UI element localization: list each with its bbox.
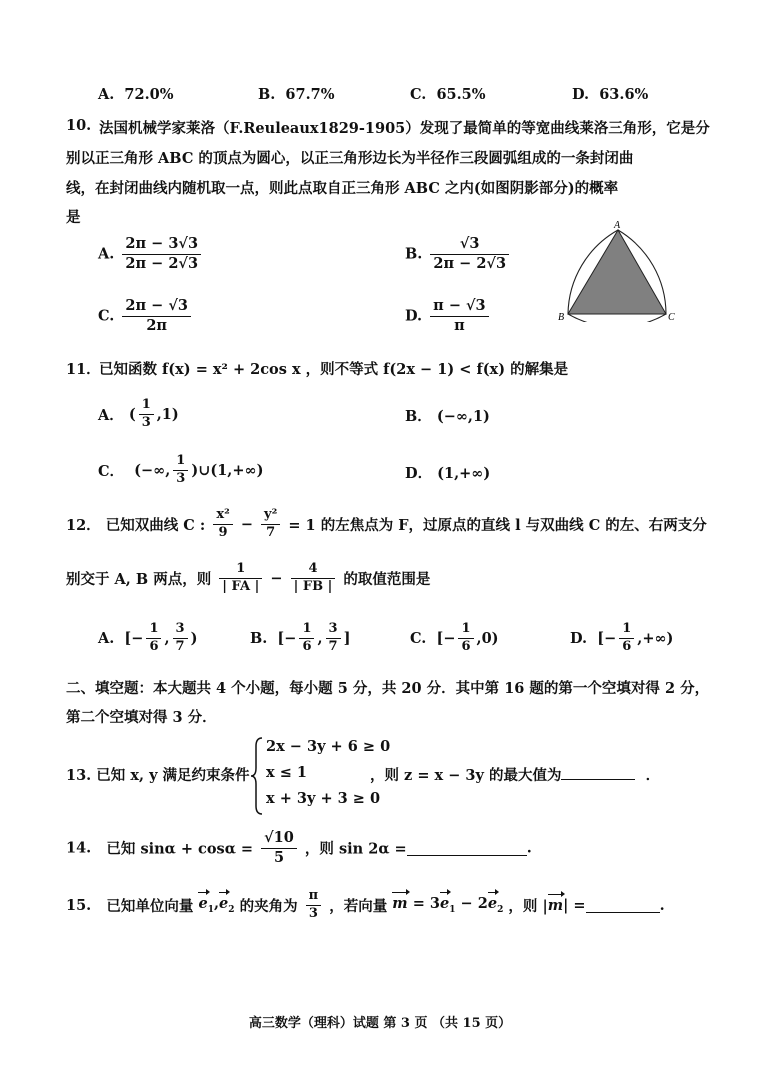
- q11-option-a: A． ( $\frac{1}{3}$ ,1): [98, 397, 179, 430]
- q10-stem-line4: 是: [66, 209, 81, 226]
- q13-stem: 13. 已知 x, y 满足约束条件: [66, 767, 250, 784]
- shaded-triangle: [568, 230, 666, 314]
- q9-option-b: B. 67.7%: [258, 86, 335, 103]
- q10-number: 10.: [66, 117, 92, 134]
- q11-number: 11．: [66, 361, 101, 378]
- q10-option-d: D. $\frac{\pi - √3}{\pi}$: [405, 298, 492, 334]
- q10-option-b: B. $\frac{√3}{2\pi - 2√3}$: [405, 236, 512, 272]
- q13-brace: [250, 736, 264, 816]
- reuleaux-triangle-figure: [556, 218, 680, 322]
- q10-stem-line1: 法国机械学家莱洛（F.Reuleaux1829-1905）发现了最简单的等宽曲线莱洛三角形，它是分: [99, 120, 710, 137]
- q12-option-b: B. [− $\frac{1}{6}$ , $\frac{3}{7}$ ]: [250, 621, 351, 654]
- q10-option-c: C. $\frac{2\pi - √3}{2\pi}$: [98, 298, 194, 334]
- q12-stem-line1: 12． 已知双曲线 C : $\frac{\text{x²}}{9}$ − $\frac{\text{y²}}{7}$ = 1 的左焦点为 F，过原点的直线 l 与双曲线 C 的左、右两支分: [66, 507, 707, 540]
- q9-option-c: C. 65.5%: [410, 86, 486, 103]
- q10-stem-line3: 线，在封闭曲线内随机取一点，则此点取自正三角形 ABC 之内(如图阴影部分)的概率: [66, 180, 619, 197]
- q13-answer-blank[interactable]: [561, 765, 635, 780]
- q12-stem-line2: 别交于 A, B 两点，则 $\frac{1}{| FA |}$ − $\frac{4}{| FB |}$ 的取值范围是: [66, 561, 431, 594]
- q13-question: ，则 z = x − 3y 的最大值为 ．: [370, 767, 661, 784]
- section2-header-line2: 第二个空填对得 3 分．: [66, 709, 217, 726]
- q13-constraint-3: x + 3y + 3 ≥ 0: [266, 790, 381, 807]
- q11-option-b: B． (−∞,1): [405, 408, 490, 425]
- vertex-c-label: C: [668, 312, 675, 322]
- q9-option-d: D. 63.6%: [572, 86, 649, 103]
- section2-header-line1: 二、填空题：本大题共 4 个小题，每小题 5 分，共 20 分．其中第 16 题的第一个空填对得 2 分，: [66, 680, 710, 697]
- q12-option-a: A. [− $\frac{1}{6}$ , $\frac{3}{7}$ ): [98, 621, 198, 654]
- vertex-b-label: B: [558, 312, 565, 322]
- q12-option-c: C. [− $\frac{1}{6}$ ,0): [410, 621, 499, 654]
- q10-option-a: A. $\frac{2\pi - 3√3}{2\pi - 2√3}$: [98, 236, 204, 272]
- q15-answer-blank[interactable]: [586, 898, 660, 913]
- q15-stem: 15. 已知单位向量 $e_1,e_2$ 的夹角为 $\frac{\pi}{3}$ ，若向量 $m = 3e_1 - 2e_2$ ，则 |m| = .: [66, 888, 665, 921]
- q14-answer-blank[interactable]: [407, 841, 527, 856]
- q9-option-a: A. 72.0%: [98, 86, 174, 103]
- q13-constraint-2: x ≤ 1: [266, 764, 307, 781]
- q11-stem: 已知函数 f(x) = x² + 2cos x ，则不等式 f(2x − 1) < f(x) 的解集是: [99, 361, 569, 378]
- q14-stem: 14. 已知 sinα + cosα = $\frac{√10}{5}$ ，则 sin 2α = .: [66, 829, 532, 866]
- q11-option-c: C． (−∞, $\frac{1}{3}$ )∪(1,+∞): [98, 453, 264, 486]
- q12-option-d: D. [− $\frac{1}{6}$ ,+∞): [570, 621, 674, 654]
- q10-stem-line2: 别以正三角形 ABC 的顶点为圆心，以正三角形边长为半径作三段圆弧组成的一条封闭曲: [66, 150, 634, 167]
- q11-option-d: D． (1,+∞): [405, 465, 491, 482]
- page-footer: 高三数学（理科）试题 第 3 页 （共 15 页）: [248, 1016, 512, 1031]
- q13-constraint-1: 2x − 3y + 6 ≥ 0: [266, 738, 391, 755]
- vertex-a-label: A: [614, 220, 621, 231]
